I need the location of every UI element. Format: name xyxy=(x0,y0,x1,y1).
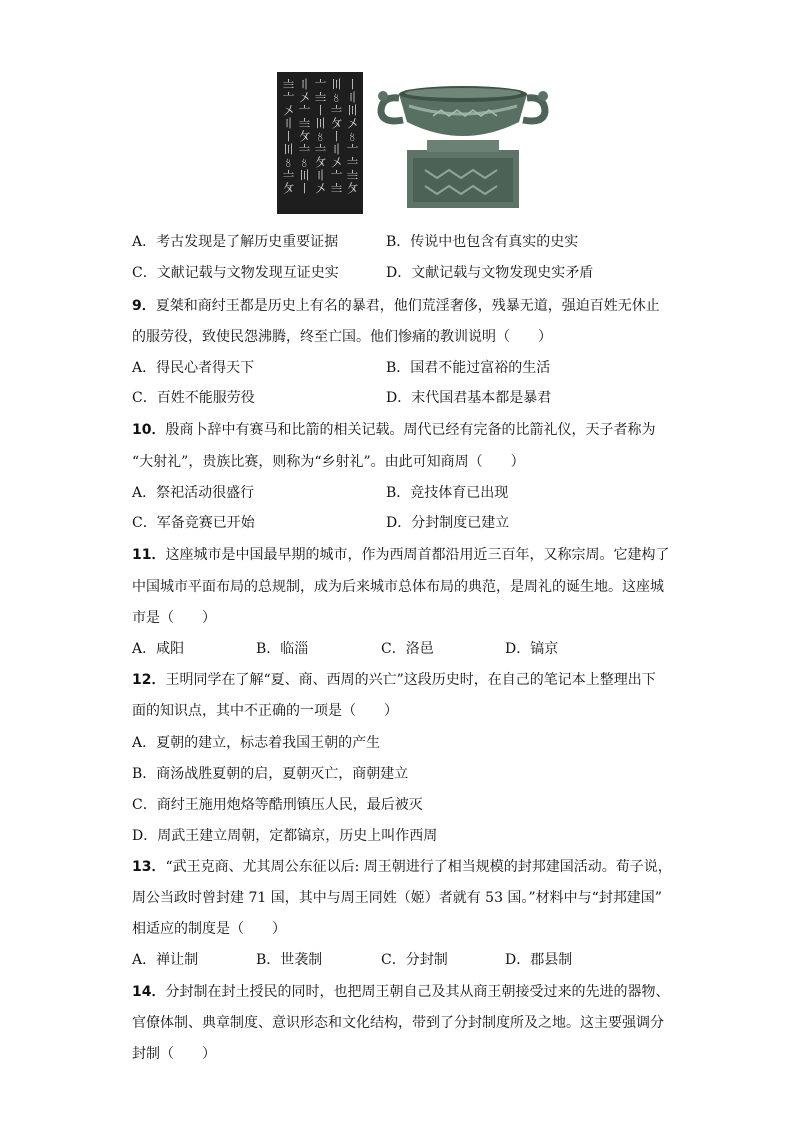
q13-stem-line-3: 相适应的制度是（ ） xyxy=(132,921,286,937)
q13-stem-line-1 xyxy=(132,857,672,877)
q9-option-c[interactable]: C．百姓不能服劳役 xyxy=(132,390,255,406)
q12-stem-text-1: 王明同学在了解“夏、商、西周的兴亡”这段历史时，在自己的笔记本上整理出下 xyxy=(165,672,656,688)
q9-stem-line-2: 的服劳役，致使民怨沸腾，终至亡国。他们惨痛的教训说明（ ） xyxy=(132,329,552,345)
q10-stem-line-2: “大射礼”，贵族比赛，则称为“乡射礼”。由此可知商周（ ） xyxy=(132,454,525,470)
q10-stem-text-1: 殷商卜辞中有赛马和比箭的相关记载。周代已经有完备的比箭礼仪，天子者称为 xyxy=(165,422,656,438)
inscription-rubbing-image: 〡〢〣〤〥〦〧〨〩 〣〥〧〩〡〢〤〦〨 〦〨〡〣〥〧〩〢〤 〢〤〦〨〩〧〥〣〡 〨〦〤〢〡〣〥〧〩 xyxy=(277,72,363,214)
q11-stem-text-1: 这座城市是中国最早期的城市，作为西周首都沿用近三百年，又称宗周。它建构了 xyxy=(165,547,670,563)
q14-stem-line-1 xyxy=(132,982,669,1002)
q9-option-d[interactable]: D．末代国君基本都是暴君 xyxy=(386,390,552,406)
q10-stem-line-1 xyxy=(132,420,655,440)
q8-option-d[interactable]: D．文献记载与文物发现史实矛盾 xyxy=(386,265,594,281)
q12-stem-line-2: 面的知识点，其中不正确的一项是（ ） xyxy=(132,703,398,719)
q11-option-b[interactable]: B．临淄 xyxy=(256,641,309,657)
q12-stem-line-1 xyxy=(132,670,656,690)
q13-option-c[interactable]: C．分封制 xyxy=(381,952,448,968)
q13-option-d[interactable]: D．郡县制 xyxy=(505,952,573,968)
q9-stem-line-1 xyxy=(132,296,660,316)
q9-option-a[interactable]: A．得民心者得天下 xyxy=(132,360,255,376)
question-8-figure xyxy=(277,72,553,216)
q12-option-c[interactable]: C．商纣王施用炮烙等酷刑镇压人民，最后被灭 xyxy=(132,797,423,813)
q13-number: 13． xyxy=(132,859,166,875)
q13-stem-line-2: 周公当政时曾封建 71 国，其中与周王同姓（姬）者就有 53 国。”材料中与“封邦建国” xyxy=(132,890,662,906)
q12-option-b[interactable]: B．商汤战胜夏朝的启，夏朝灭亡，商朝建立 xyxy=(132,766,409,782)
q14-stem-line-2: 官僚体制、典章制度、意识形态和文化结构，带到了分封制度所及之地。这主要强调分 xyxy=(132,1015,664,1031)
q10-option-c[interactable]: C．军备竞赛已开始 xyxy=(132,515,255,531)
q8-option-c[interactable]: C．文献记载与文物发现互证史实 xyxy=(132,265,339,281)
q10-option-d[interactable]: D．分封制度已建立 xyxy=(386,515,510,531)
q13-option-b[interactable]: B．世袭制 xyxy=(256,952,323,968)
q12-number: 12． xyxy=(132,672,166,688)
q13-stem-text-1: “武王克商、尤其周公东征以后: 周王朝进行了相当规模的封邦建国活动。荀子说， xyxy=(165,859,672,875)
q9-number: 9． xyxy=(132,298,156,314)
q14-number: 14． xyxy=(132,984,166,1000)
q13-option-a[interactable]: A．禅让制 xyxy=(132,952,199,968)
q14-stem-line-3: 封制（ ） xyxy=(132,1046,216,1062)
q11-stem-line-3: 市是（ ） xyxy=(132,610,216,626)
q11-option-c[interactable]: C．洛邑 xyxy=(381,641,434,657)
q14-stem-text-1: 分封制在封土授民的同时，也把周王朝自己及其从商王朝接受过来的先进的器物、 xyxy=(165,984,670,1000)
q11-option-a[interactable]: A．咸阳 xyxy=(132,641,185,657)
bronze-gui-vessel-image xyxy=(373,78,553,214)
q11-stem-line-1 xyxy=(132,545,669,565)
q10-option-a[interactable]: A．祭祀活动很盛行 xyxy=(132,485,255,501)
q9-option-b[interactable]: B．国君不能过富裕的生活 xyxy=(386,360,551,376)
q12-option-d[interactable]: D．周武王建立周朝，定都镐京，历史上叫作西周 xyxy=(132,828,438,844)
q11-stem-line-2: 中国城市平面布局的总规制，成为后来城市总体布局的典范，是周礼的诞生地。这座城 xyxy=(132,579,664,595)
q11-option-d[interactable]: D．镐京 xyxy=(505,641,559,657)
q10-option-b[interactable]: B．竞技体育已出现 xyxy=(386,485,509,501)
q8-option-b[interactable]: B．传说中也包含有真实的史实 xyxy=(386,234,579,250)
q11-number: 11． xyxy=(132,547,166,563)
q8-option-a[interactable]: A．考古发现是了解历史重要证据 xyxy=(132,234,339,250)
q9-stem-text-1: 夏桀和商纣王都是历史上有名的暴君，他们荒淫奢侈，残暴无道，强迫百姓无休止 xyxy=(155,298,660,314)
q12-option-a[interactable]: A．夏朝的建立，标志着我国王朝的产生 xyxy=(132,735,381,751)
q10-number: 10． xyxy=(132,422,166,438)
